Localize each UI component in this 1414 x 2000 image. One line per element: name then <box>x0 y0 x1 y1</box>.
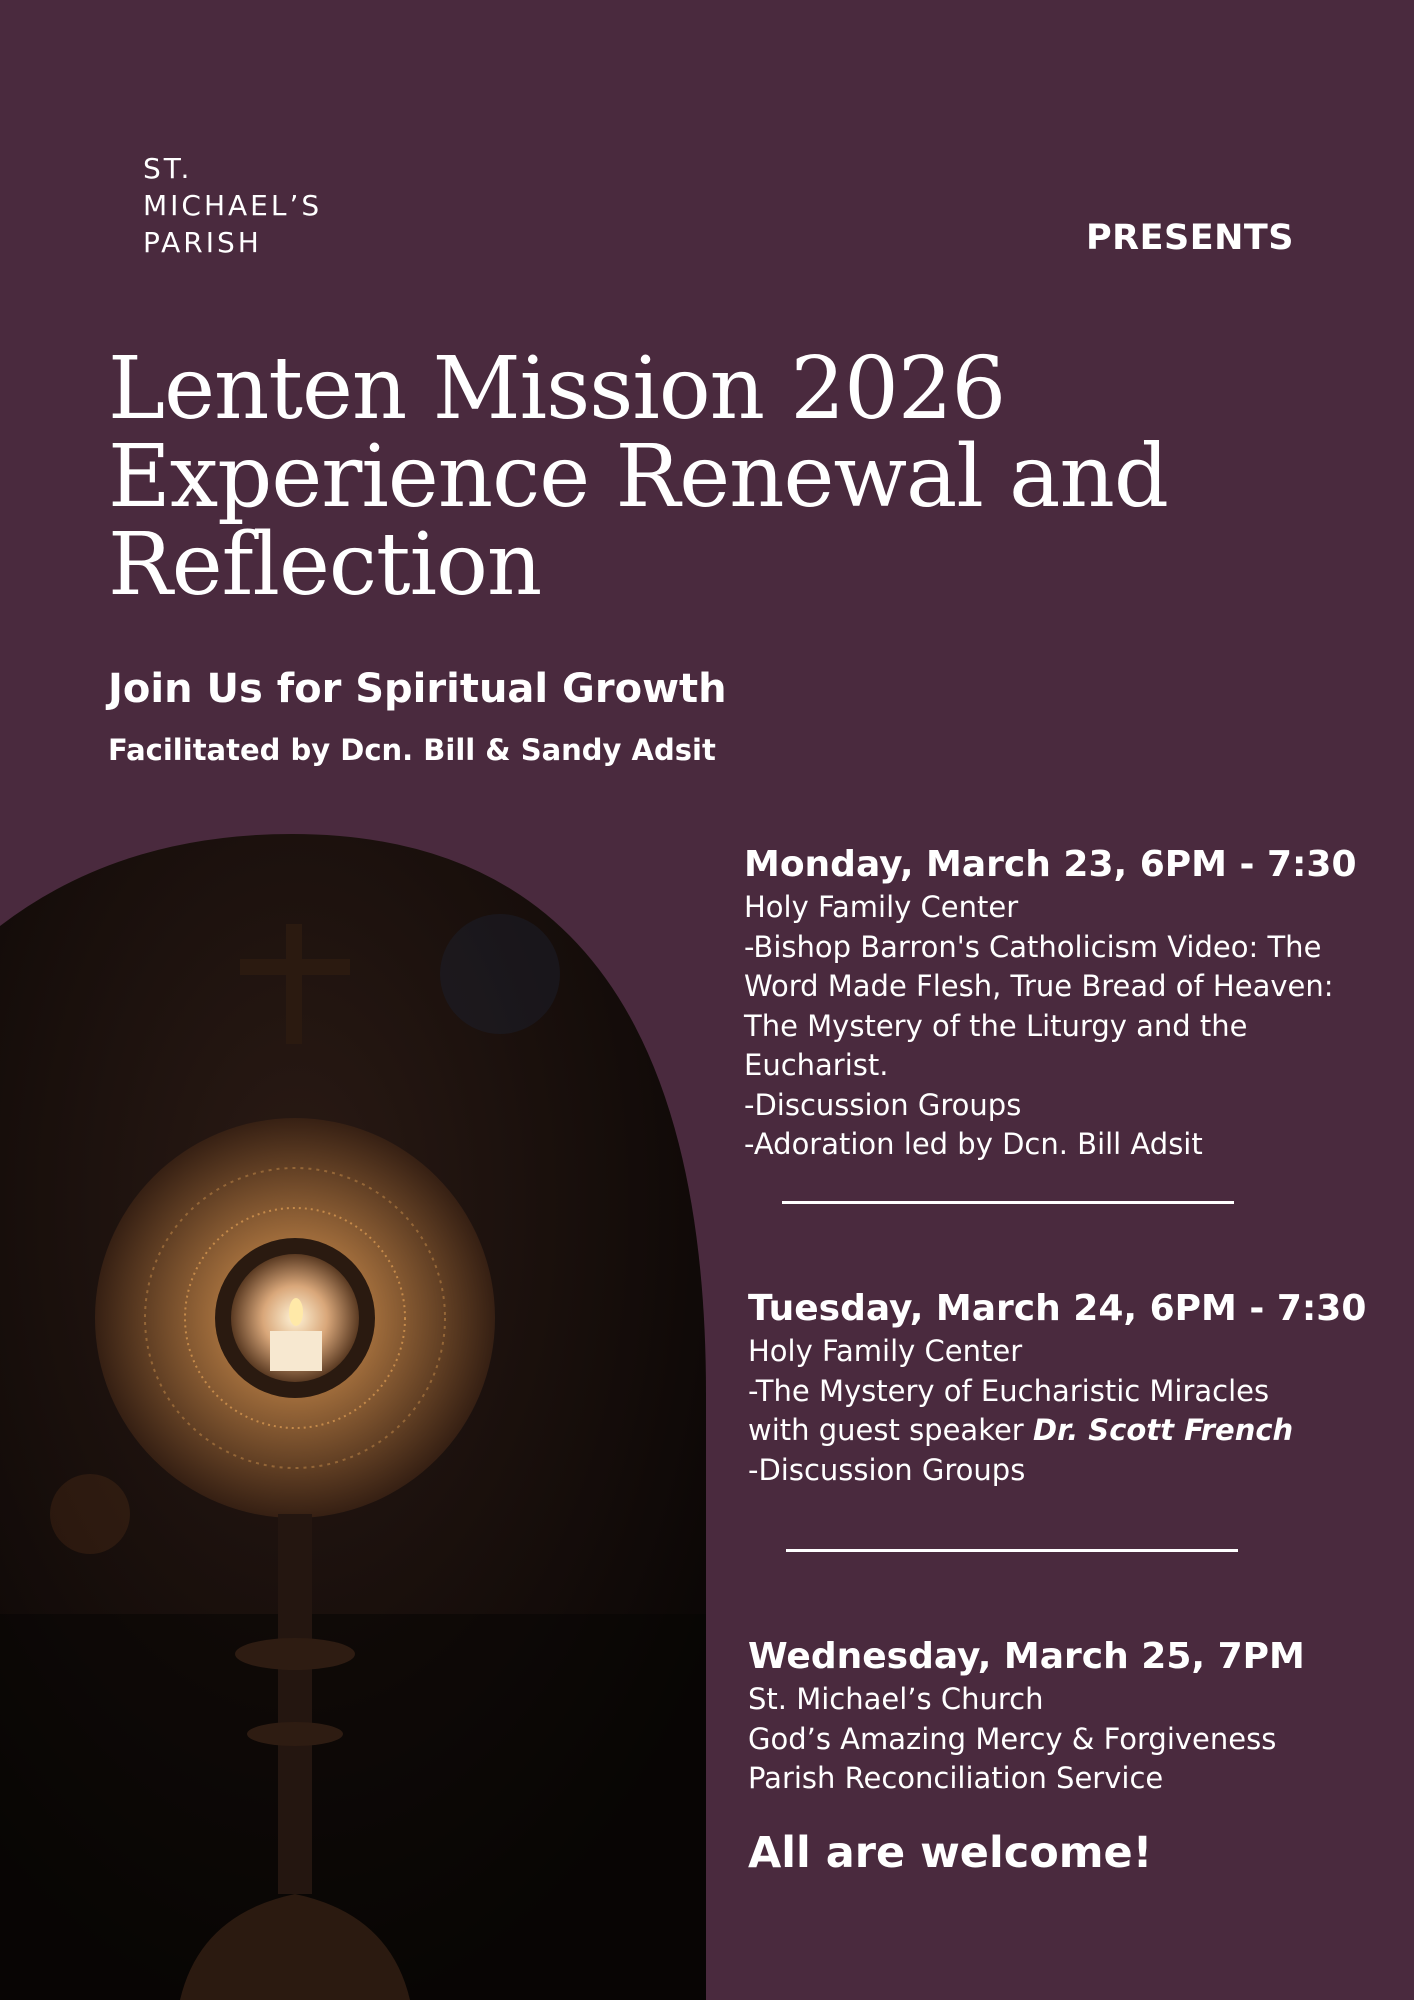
headline-line-3: Reflection <box>108 515 542 615</box>
tuesday-line: -Discussion Groups <box>748 1452 1026 1487</box>
headline-line-2: Experience Renewal and <box>108 427 1168 527</box>
tuesday-heading: Tuesday, March 24, 6PM - 7:30 <box>748 1288 1367 1329</box>
wednesday-line: God’s Amazing Mercy & Forgiveness <box>748 1721 1277 1756</box>
schedule-wednesday <box>748 1634 1398 1799</box>
guest-prefix: with guest speaker <box>748 1413 1033 1447</box>
monday-line: -Adoration led by Dcn. Bill Adsit <box>744 1127 1203 1161</box>
headline <box>108 339 1168 615</box>
wednesday-line: St. Michael’s Church <box>748 1682 1044 1716</box>
monday-line: Word Made Flesh, True Bread of Heaven: <box>744 969 1334 1003</box>
schedule-monday <box>744 842 1394 1165</box>
logo-line-2: MICHAEL’S <box>143 189 323 222</box>
presents-label: PRESENTS <box>1086 218 1295 258</box>
facilitator-line: Facilitated by Dcn. Bill & Sandy Adsit <box>108 733 716 767</box>
monday-line: -Bishop Barron's Catholicism Video: The <box>744 929 1322 964</box>
monstrance-photo <box>0 834 706 2000</box>
subheading: Join Us for Spiritual Growth <box>108 666 727 712</box>
wednesday-line: Parish Reconciliation Service <box>748 1761 1164 1795</box>
monday-line: -Discussion Groups <box>744 1087 1022 1122</box>
monday-line: Holy Family Center <box>744 890 1019 924</box>
divider <box>786 1549 1238 1552</box>
schedule-tuesday <box>748 1286 1398 1490</box>
monday-line: Eucharist. <box>744 1048 889 1082</box>
logo-line-3: PARISH <box>143 226 262 259</box>
wednesday-heading: Wednesday, March 25, 7PM <box>748 1636 1305 1677</box>
tuesday-guest-line <box>748 1411 1398 1451</box>
logo-line-1: ST. <box>143 152 193 185</box>
parish-logo <box>143 150 322 261</box>
guest-speaker-name: Dr. Scott French <box>1032 1413 1294 1447</box>
monday-line: The Mystery of the Liturgy and the <box>744 1008 1248 1043</box>
divider <box>782 1201 1234 1204</box>
tuesday-line: -The Mystery of Eucharistic Miracles <box>748 1373 1270 1408</box>
monday-heading: Monday, March 23, 6PM - 7:30 <box>744 844 1357 885</box>
tuesday-line: Holy Family Center <box>748 1334 1023 1368</box>
headline-line-1: Lenten Mission 2026 <box>108 339 1006 439</box>
closing-message: All are welcome! <box>748 1828 1153 1878</box>
